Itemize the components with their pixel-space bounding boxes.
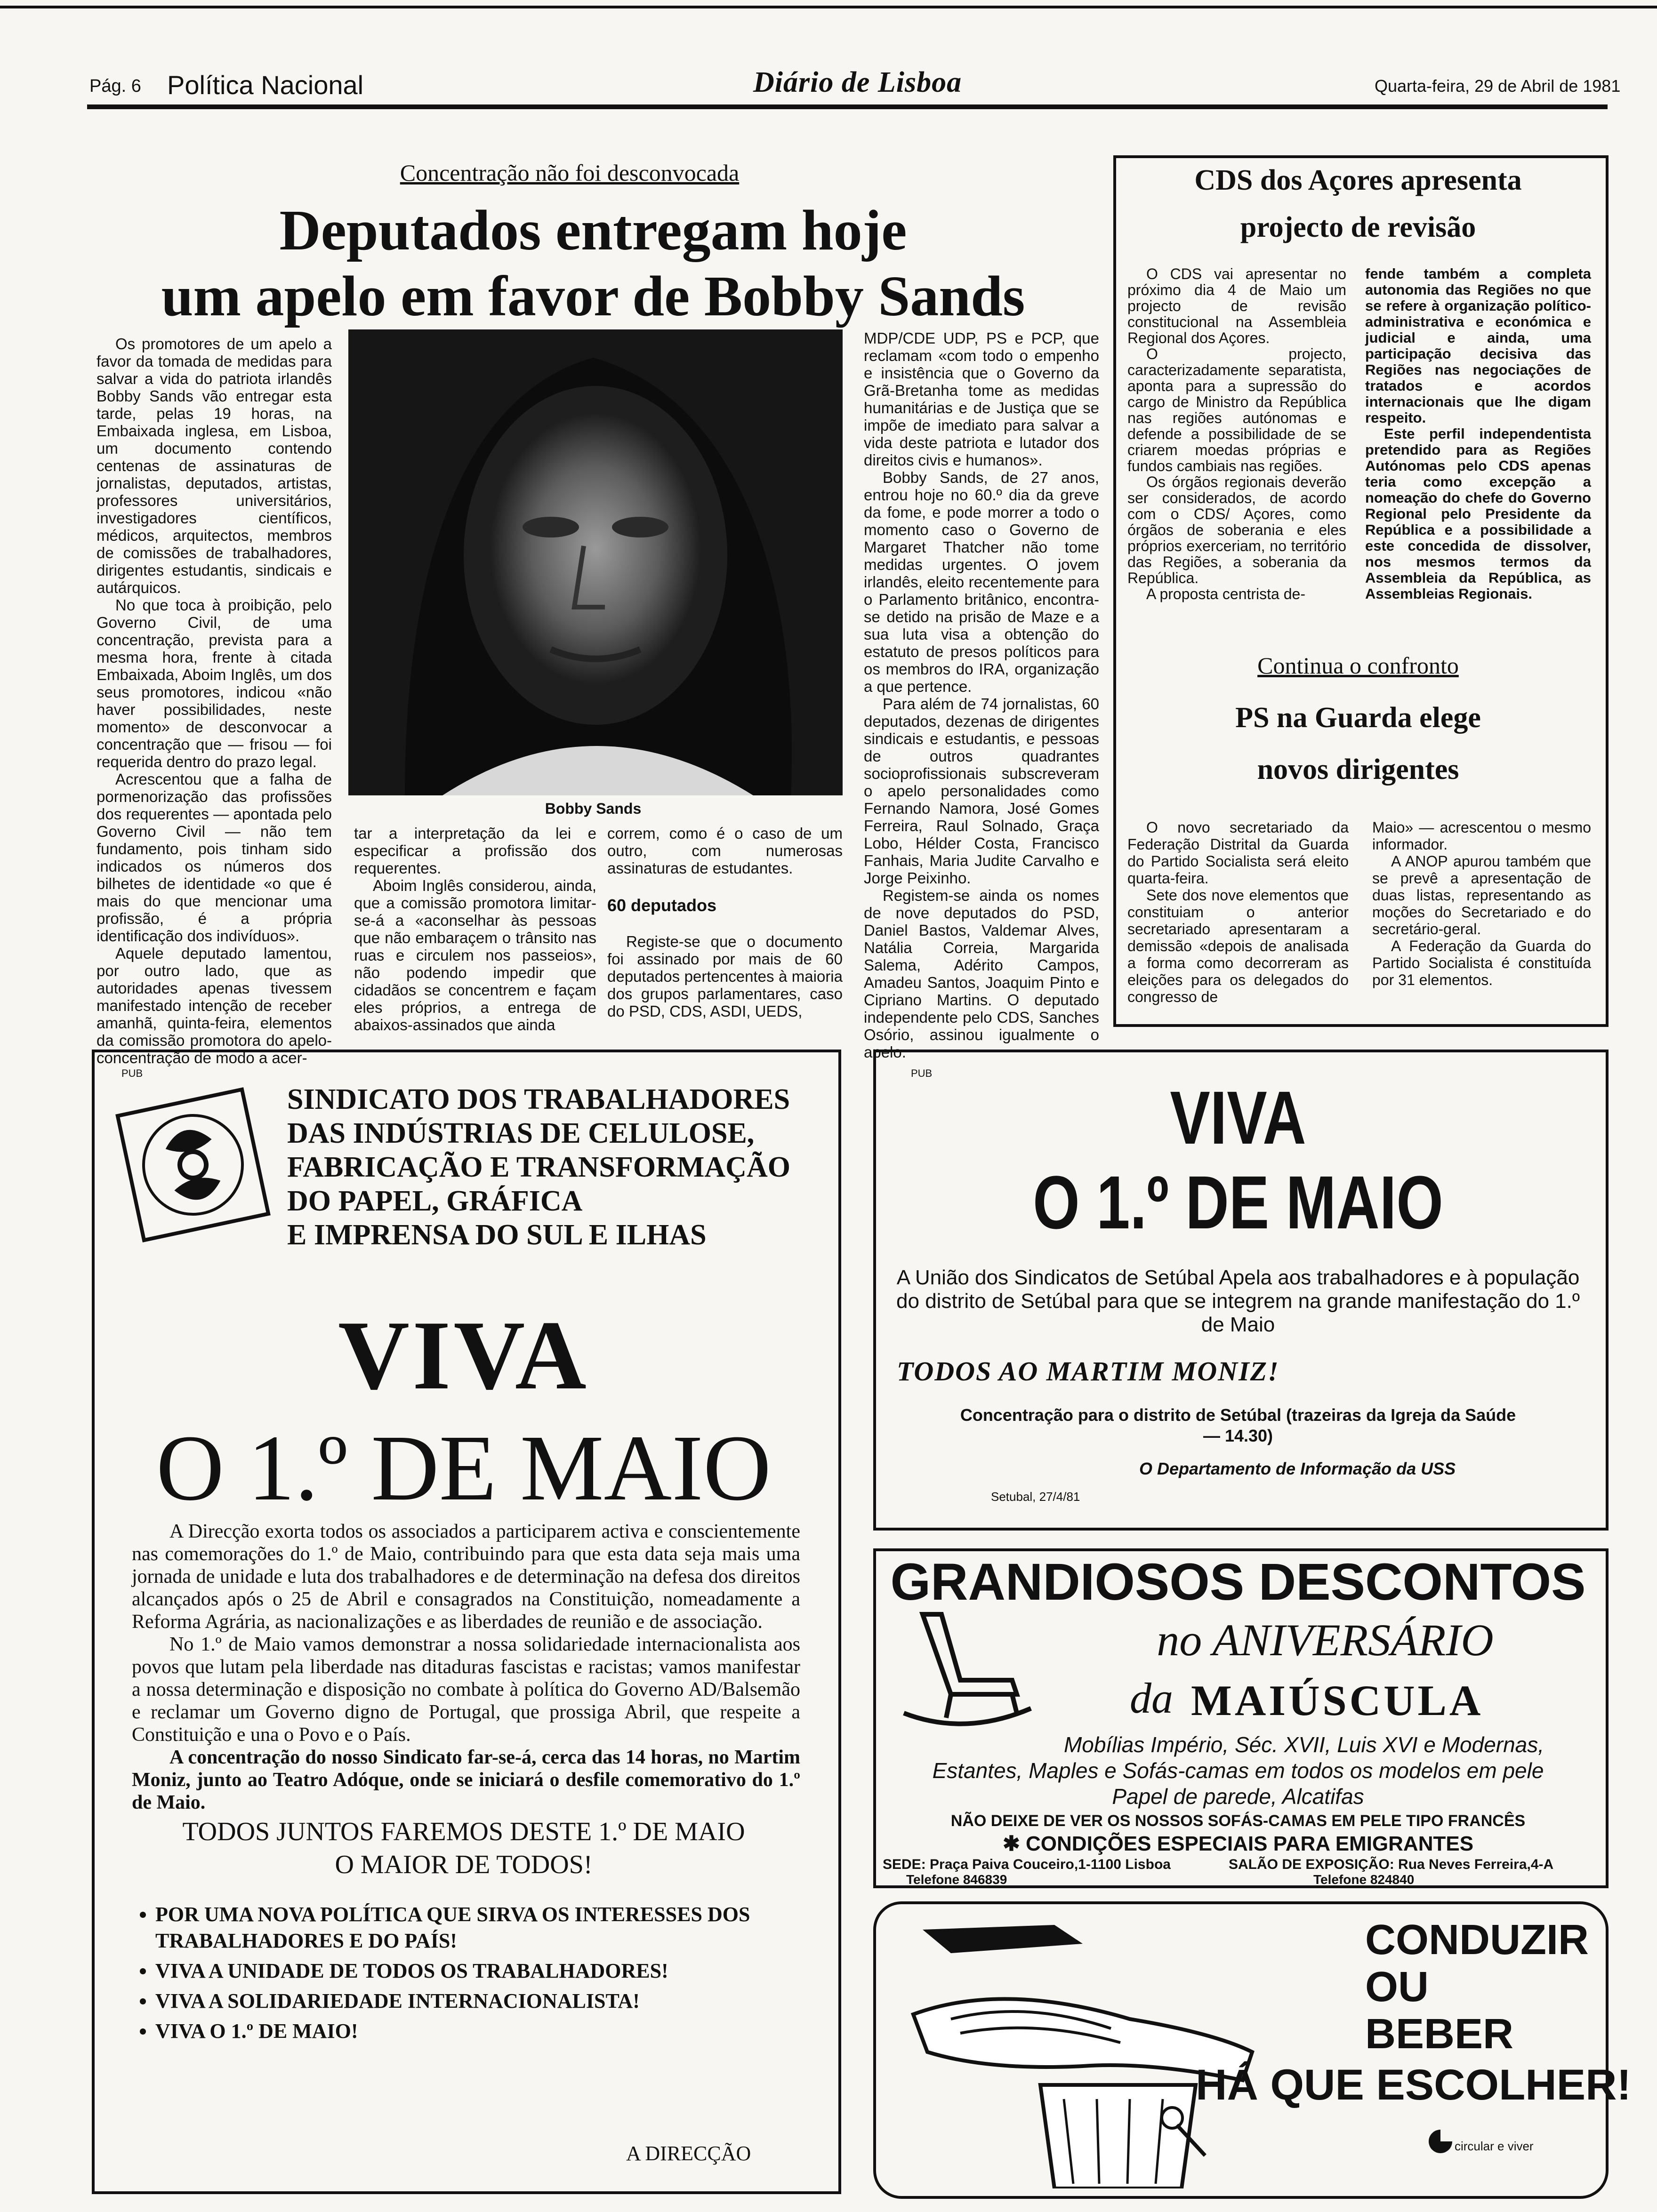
cds-column-2 bbox=[1365, 266, 1591, 602]
paragraph: Acrescentou que a falha de pormenorização das profissões dos requerentes — apontada pelo Governo Civil — não tem fundamento, pois tinham sido indicados os números dos bilhetes de identidade «o que é mais do que mencionar uma profissão, é a própria identificação dos indivíduos». bbox=[97, 770, 332, 945]
pub-label: PUB bbox=[911, 1067, 933, 1079]
cds-headline-line1: CDS dos Açores apresenta bbox=[1194, 164, 1522, 196]
paragraph: Aboim Inglês considerou, ainda, que a comissão promotora limitar-se-á a «aconselhar às pessoas que não embaraçem o trânsito nas ruas e circulem nos passeios», não podendo impedir que cidadãos se concentrem e façam eles próprios, a entrega de abaixos-assinados que ainda bbox=[354, 877, 596, 1034]
sindicato-name bbox=[287, 1082, 790, 1252]
maiuscula-line3-pre: da bbox=[1130, 1674, 1173, 1722]
bullet-item: • POR UMA NOVA POLÍTICA QUE SIRVA OS INTERESSES DOS TRABALHADORES E DO PAÍS! bbox=[155, 1901, 824, 1954]
conduzir-logo-text: circular e viver bbox=[1455, 2139, 1534, 2153]
cds-headline-line2: projecto de revisão bbox=[1240, 211, 1476, 243]
paragraph: Os órgãos regionais deverão ser considerados, de acordo com o CDS/ Açores, como órgãos de soberania e eles próprios exerceriam, no território das Regiões, a soberania da República. bbox=[1127, 473, 1346, 586]
maiuscula-products-2: Estantes, Maples e Sofás-camas em todos os modelos em pele bbox=[932, 1758, 1544, 1783]
paragraph: MDP/CDE UDP, PS e PCP, que reclamam «com todo o empenho e insistência que o Governo da Grã-Bretanha tome as medidas humanitárias e de Justiça que se impõe de imediato para salvar a vida deste patriota e lutador dos direitos civis e humanos». bbox=[864, 329, 1099, 469]
paragraph: A Federação da Guarda do Partido Socialista é constituída por 31 elementos. bbox=[1372, 938, 1591, 988]
paragraph: A ANOP apurou também que se prevê a apresentação de duas listas, representando as moções do Secretariado e do secretário-geral. bbox=[1372, 853, 1591, 938]
paragraph: Registem-se ainda os nomes de nove deputados do PSD, Daniel Bastos, Valdemar Alves, Natália Correia, Margarida Salema, Adérito Campos, Amadeu Santos, Joaquim Pinto e Cipriano Martins. O deputado independente pelo CDS, Sanches Osório, assinou igualmente o apelo. bbox=[864, 887, 1099, 1061]
paragraph: A Direcção exorta todos os associados a participarem activa e conscientemente nas comemorações do 1.º de Maio, contribuindo para que esta data seja mais uma jornada de unidade e luta dos trabalhadores e de determinação na defesa dos direitos alcançados após o 25 de Abril e consagrados na Constituição, nomeadamente a Reforma Agrária, as nacionalizações e as liberdades de reunião e de associação. bbox=[132, 1521, 800, 1633]
bullet-item: • VIVA A UNIDADE DE TODOS OS TRABALHADORES! bbox=[155, 1958, 824, 1984]
maiuscula-brand: MAIÚSCULA bbox=[1191, 1676, 1484, 1724]
ps-headline-line2: novos dirigentes bbox=[1257, 753, 1459, 785]
maiuscula-emigrants: ✱ CONDIÇÕES ESPECIAIS PARA EMIGRANTES bbox=[1002, 1832, 1474, 1855]
paragraph: Este perfil independentista pretendido para as Regiões Autónomas pelo CDS apenas teria como excepção a nomeação do chefe do Governo Regional pelo Presidente da República e a possibilidade a este concedida de dissolver, nos mesmos termos da Assembleia da República, as Assembleias Regionais. bbox=[1365, 425, 1591, 602]
paragraph: Para além de 74 jornalistas, 60 deputados, dezenas de dirigentes sindicais e estudantis, e pessoas de outros quadrantes socioprofissionais subscreveram o apelo personalidades como Fernando Namora, José Gomes Ferreira, Raul Solnado, Graça Lobo, Hélder Costa, Francisco Fanhais, Maria Judite Carvalho e Jorge Peixinho. bbox=[864, 695, 1099, 887]
paragraph: correm, como é o caso de um outro, com numerosas assinaturas de estudantes. bbox=[607, 825, 843, 877]
pub-label: PUB bbox=[121, 1067, 143, 1079]
sindicato-slogan-2: O MAIOR DE TODOS! bbox=[335, 1850, 593, 1879]
article-headline-line1: Deputados entregam hoje bbox=[279, 199, 907, 262]
conduzir-line4: HÁ QUE ESCOLHER! bbox=[1196, 2061, 1632, 2109]
bullet-item: • VIVA A SOLIDARIEDADE INTERNACIONALISTA! bbox=[155, 1988, 824, 2014]
paragraph: O projecto, caracterizadamente separatista, aponta para a supressão do cargo de Ministro da República nas regiões autónomas e defende a possibilidade de se criarem moedas próprias e fundos cambiais nas regiões. bbox=[1127, 345, 1346, 474]
article-column-1 bbox=[97, 335, 332, 1066]
paragraph: O novo secretariado da Federação Distrital da Guarda do Partido Socialista será eleito quarta-feira. bbox=[1127, 819, 1349, 887]
ps-headline-line1: PS na Guarda elege bbox=[1235, 702, 1481, 734]
paragraph: fende também a completa autonomia das Regiões no que se refere à organização político-administrativa e económica e judicial e ainda, uma participação decisiva das Regiões nas negociações de tratados e acordos internacionais que lhe digam respeito. bbox=[1365, 265, 1591, 426]
sindicato-name-line: DAS INDÚSTRIAS DE CELULOSE, bbox=[287, 1117, 755, 1149]
bullet-item: • VIVA O 1.º DE MAIO! bbox=[155, 2018, 824, 2044]
uss-dept: O Departamento de Informação da USS bbox=[1139, 1459, 1456, 1478]
bobby-sands-photo bbox=[348, 329, 843, 795]
masthead-logo: Diário de Lisboa bbox=[753, 66, 962, 98]
sindicato-signature: A DIRECÇÃO bbox=[626, 2142, 751, 2165]
photo-caption: Bobby Sands bbox=[545, 800, 642, 817]
article-column-3 bbox=[607, 825, 843, 1020]
sindicato-name-line: FABRICAÇÃO E TRANSFORMAÇÃO bbox=[287, 1151, 790, 1183]
circular-e-viver-logo-icon bbox=[1426, 2127, 1455, 2156]
page-number: Pág. 6 bbox=[89, 76, 141, 96]
uss-call: TODOS AO MARTIM MONIZ! bbox=[897, 1356, 1279, 1387]
paragraph: No 1.º de Maio vamos demonstrar a nossa solidariedade internacionalista aos povos que lutam pela liberdade nas ditaduras fascistas e racistas; vamos manifestar a nossa determinação e disposição no combate à política do Governo AD/Balsemão e reclamar um Governo digno de Portugal, que prossiga Abril, que respeite a Constituição e una o Povo e o País. bbox=[132, 1634, 800, 1746]
sindicato-maio: O 1.º DE MAIO bbox=[156, 1416, 772, 1520]
article-subhead: 60 deputados bbox=[607, 896, 717, 915]
sindicato-logo-icon bbox=[115, 1087, 271, 1242]
maiuscula-products-3: Papel de parede, Alcatifas bbox=[1112, 1784, 1364, 1809]
paragraph: Registe-se que o documento foi assinado por mais de 60 deputados pertencentes à maioria dos grupos parlamentares, caso do PSD, CDS, ASDI, UEDS, bbox=[607, 933, 843, 1020]
drink-driving-illustration bbox=[885, 1911, 1356, 2188]
rocking-chair-icon bbox=[894, 1600, 1036, 1732]
conduzir-line2: OU bbox=[1365, 1964, 1429, 2011]
maiuscula-line2: no ANIVERSÁRIO bbox=[1157, 1615, 1494, 1665]
sindicato-name-line: E IMPRENSA DO SUL E ILHAS bbox=[287, 1219, 707, 1251]
sindicato-body bbox=[132, 1520, 800, 1814]
paragraph: Bobby Sands, de 27 anos, entrou hoje no 60.º dia da greve da fome, e pode morrer a todo o momento caso o Governo de Margaret Thatcher não tome medidas urgentes. O jovem irlandês, eleito recentemente para o Parlamento britânico, encontra-se detido na prisão de Maze e a sua luta visa a obtenção do estatuto de presos políticos para os membros do IRA, organização a que pertence. bbox=[864, 469, 1099, 695]
paragraph: tar a interpretação da lei e especificar a profissão dos requerentes. bbox=[354, 825, 596, 877]
article-column-4 bbox=[864, 329, 1099, 1061]
ps-column-2 bbox=[1372, 819, 1591, 988]
paragraph: Aquele deputado lamentou, por outro lado, que as autoridades apenas tivessem manifestado intenção de receber amanhã, quinta-feira, elementos da comissão promotora do apelo-concentração de modo a acer- bbox=[97, 945, 332, 1066]
uss-viva: VIVA bbox=[1170, 1075, 1306, 1160]
article-headline-line2: um apelo em favor de Bobby Sands bbox=[161, 264, 1025, 328]
uss-body: A União dos Sindicatos de Setúbal Apela aos trabalhadores e à população do distrito de Setúbal para que se integrem na grande manifestação do 1.º de Maio bbox=[896, 1266, 1580, 1336]
paragraph: No que toca à proibição, pelo Governo Civil, de uma concentração, prevista para a mesma hora, frente à citada Embaixada, Aboim Inglês, um dos seus promotores, indicou «não haver possibilidades, neste momento» de desconvocar a concentração que — frisou — foi requerida dentro do prazo legal. bbox=[97, 596, 332, 770]
paragraph: Sete dos nove elementos que constituiam o anterior secretariado apresentaram a demissão «depois de analisada a forma como decorreram as eleições para os delegados do congresso de bbox=[1127, 887, 1349, 1005]
paragraph: Maio» — acrescentou o mesmo informador. bbox=[1372, 819, 1591, 853]
sindicato-name-line: SINDICATO DOS TRABALHADORES bbox=[287, 1083, 790, 1115]
issue-date: Quarta-feira, 29 de Abril de 1981 bbox=[1375, 76, 1621, 96]
maiuscula-sede-tel: Telefone 846839 bbox=[906, 1872, 1007, 1887]
maiuscula-sede: SEDE: Praça Paiva Couceiro,1-1100 Lisboa bbox=[883, 1857, 1171, 1872]
maiuscula-products-1: Mobílias Império, Séc. XVII, Luis XVI e Modernas, bbox=[1063, 1732, 1544, 1757]
paragraph: A proposta centrista de- bbox=[1146, 585, 1305, 602]
conduzir-line1: CONDUZIR bbox=[1365, 1916, 1589, 1964]
uss-date: Setubal, 27/4/81 bbox=[991, 1490, 1080, 1504]
uss-maio: O 1.º DE MAIO bbox=[1033, 1160, 1443, 1244]
section-title: Política Nacional bbox=[167, 70, 364, 100]
conduzir-line3: BEBER bbox=[1365, 2011, 1514, 2058]
cds-column-1 bbox=[1127, 266, 1346, 602]
paragraph: A concentração do nosso Sindicato far-se-á, cerca das 14 horas, no Martim Moniz, junto ao Teatro Adóque, onde se iniciará o desfile comemorativo do 1.º de Maio. bbox=[132, 1747, 800, 1813]
sindicato-slogan-1: TODOS JUNTOS FAREMOS DESTE 1.º DE MAIO bbox=[182, 1817, 745, 1846]
sindicato-name-line: DO PAPEL, GRÁFICA bbox=[287, 1185, 583, 1217]
article-kicker: Concentração não foi desconvocada bbox=[400, 160, 740, 186]
ps-kicker: Continua o confronto bbox=[1257, 652, 1459, 679]
article-column-2 bbox=[354, 825, 596, 1034]
sindicato-bullets bbox=[137, 1901, 824, 2048]
maiuscula-salao-tel: Telefone 824840 bbox=[1313, 1872, 1415, 1887]
paragraph: O CDS vai apresentar no próximo dia 4 de Maio um projecto de revisão constitucional na Assembleia Regional dos Açores. bbox=[1127, 265, 1346, 346]
sindicato-viva: VIVA bbox=[338, 1301, 589, 1410]
maiuscula-salao: SALÃO DE EXPOSIÇÃO: Rua Neves Ferreira,4-A bbox=[1229, 1857, 1554, 1872]
maiuscula-line1: GRANDIOSOS DESCONTOS bbox=[890, 1553, 1586, 1611]
paragraph: Os promotores de um apelo a favor da tomada de medidas para salvar a vida do patriota irlandês Bobby Sands vão entregar esta tarde, pelas 19 horas, na Embaixada inglesa, em Lisboa, um documento contendo centenas de assinaturas de jornalistas, deputados, artistas, professores universitários, investigadores científicos, médicos, arquitectos, membros de comissões de trabalhadores, dirigentes estudantis, sindicais e autárquicos. bbox=[97, 335, 332, 596]
uss-detail: Concentração para o distrito de Setúbal (trazeiras da Igreja da Saúde — 14.30) bbox=[960, 1405, 1516, 1445]
maiuscula-notice: NÃO DEIXE DE VER OS NOSSOS SOFÁS-CAMAS EM PELE TIPO FRANCÊS bbox=[950, 1812, 1526, 1830]
ps-column-1 bbox=[1127, 819, 1349, 1005]
